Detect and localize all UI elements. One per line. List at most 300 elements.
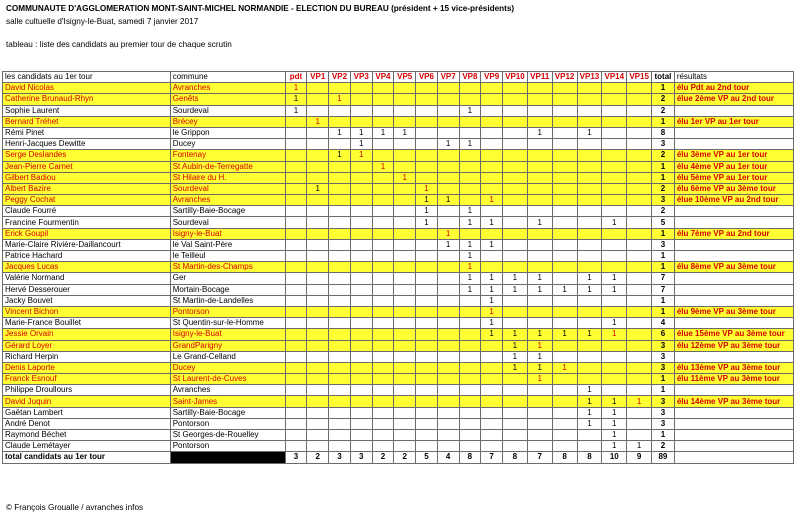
round-mark (394, 306, 416, 317)
candidate-result: élu 6ème VP au 3ème tour (674, 183, 793, 194)
round-mark (416, 351, 438, 362)
round-mark (372, 396, 394, 407)
round-mark (527, 139, 552, 150)
round-mark (552, 418, 577, 429)
candidate-commune: Ducey (170, 139, 285, 150)
round-mark (372, 262, 394, 273)
header-round: VP4 (372, 72, 394, 83)
round-mark (329, 295, 351, 306)
round-mark (307, 251, 329, 262)
candidate-commune: Pontorson (170, 306, 285, 317)
candidate-name: Jessie Orvain (3, 329, 171, 340)
round-mark: 1 (527, 362, 552, 373)
round-mark (627, 418, 652, 429)
candidate-total: 3 (652, 340, 675, 351)
round-mark (552, 172, 577, 183)
round-mark: 1 (602, 273, 627, 284)
round-mark (372, 273, 394, 284)
candidate-name: Sophie Laurent (3, 105, 171, 116)
candidate-result (674, 295, 793, 306)
footer-count: 3 (350, 452, 372, 463)
round-mark (350, 407, 372, 418)
round-mark (481, 396, 503, 407)
round-mark (437, 351, 459, 362)
round-mark (416, 83, 438, 94)
round-mark (552, 396, 577, 407)
candidate-result: élu 12ème VP au 3ème tour (674, 340, 793, 351)
candidate-commune: Ger (170, 273, 285, 284)
round-mark (416, 362, 438, 373)
round-mark (307, 195, 329, 206)
round-mark (394, 228, 416, 239)
round-mark: 1 (481, 273, 503, 284)
round-mark (394, 105, 416, 116)
round-mark (602, 362, 627, 373)
round-mark (481, 441, 503, 452)
round-mark: 1 (307, 116, 329, 127)
candidate-total: 1 (652, 295, 675, 306)
candidate-name: Francine Fourmentin (3, 217, 171, 228)
round-mark (527, 385, 552, 396)
candidate-commune: Isigny-le-Buat (170, 329, 285, 340)
round-mark (285, 284, 307, 295)
round-mark (552, 273, 577, 284)
round-mark: 1 (437, 195, 459, 206)
round-mark (372, 362, 394, 373)
round-mark: 1 (350, 150, 372, 161)
round-mark (372, 228, 394, 239)
round-mark (502, 172, 527, 183)
candidate-total: 2 (652, 94, 675, 105)
candidate-result (674, 251, 793, 262)
round-mark (394, 262, 416, 273)
round-mark (307, 284, 329, 295)
round-mark (459, 172, 481, 183)
round-mark (602, 239, 627, 250)
round-mark (329, 206, 351, 217)
round-mark (627, 374, 652, 385)
round-mark (329, 195, 351, 206)
round-mark (459, 374, 481, 385)
round-mark (627, 105, 652, 116)
round-mark: 1 (481, 195, 503, 206)
round-mark (285, 161, 307, 172)
candidate-total: 2 (652, 150, 675, 161)
round-mark (372, 195, 394, 206)
round-mark (285, 273, 307, 284)
round-mark (307, 407, 329, 418)
round-mark (350, 94, 372, 105)
round-mark (437, 340, 459, 351)
round-mark (307, 206, 329, 217)
round-mark: 1 (350, 127, 372, 138)
round-mark (481, 83, 503, 94)
round-mark (437, 306, 459, 317)
candidate-total: 3 (652, 351, 675, 362)
round-mark (329, 396, 351, 407)
round-mark (329, 385, 351, 396)
header-commune: commune (170, 72, 285, 83)
round-mark: 1 (350, 139, 372, 150)
round-mark (481, 161, 503, 172)
round-mark: 1 (602, 441, 627, 452)
round-mark: 1 (577, 329, 602, 340)
round-mark (416, 329, 438, 340)
round-mark (577, 116, 602, 127)
round-mark (394, 284, 416, 295)
round-mark (627, 385, 652, 396)
round-mark (285, 139, 307, 150)
round-mark (285, 217, 307, 228)
round-mark (350, 385, 372, 396)
round-mark: 1 (502, 273, 527, 284)
round-mark (350, 239, 372, 250)
round-mark (416, 239, 438, 250)
table-row (3, 83, 794, 94)
round-mark (285, 295, 307, 306)
candidate-result: élu Pdt au 2nd tour (674, 83, 793, 94)
round-mark (602, 161, 627, 172)
candidate-commune: le Val Saint-Père (170, 239, 285, 250)
round-mark: 1 (459, 273, 481, 284)
round-mark (527, 183, 552, 194)
round-mark (307, 228, 329, 239)
round-mark (481, 430, 503, 441)
round-mark (372, 430, 394, 441)
round-mark (416, 273, 438, 284)
round-mark (552, 183, 577, 194)
candidate-name: Serge Deslandes (3, 150, 171, 161)
round-mark: 1 (577, 407, 602, 418)
round-mark (602, 183, 627, 194)
round-mark: 1 (577, 127, 602, 138)
round-mark (577, 306, 602, 317)
round-mark (527, 407, 552, 418)
candidate-name: Raymond Béchet (3, 430, 171, 441)
round-mark (552, 217, 577, 228)
round-mark (577, 172, 602, 183)
candidate-total: 3 (652, 362, 675, 373)
round-mark (394, 195, 416, 206)
round-mark (552, 116, 577, 127)
round-mark (350, 441, 372, 452)
round-mark (577, 217, 602, 228)
round-mark (285, 306, 307, 317)
candidate-total: 1 (652, 172, 675, 183)
candidate-result (674, 105, 793, 116)
round-mark (372, 295, 394, 306)
candidate-commune: St Laurent-de-Cuves (170, 374, 285, 385)
candidate-result (674, 284, 793, 295)
candidate-result (674, 318, 793, 329)
candidate-commune: Sourdeval (170, 105, 285, 116)
round-mark (394, 329, 416, 340)
round-mark (437, 172, 459, 183)
candidate-commune: St Georges-de-Rouelley (170, 430, 285, 441)
candidate-name: Patrice Hachard (3, 251, 171, 262)
footer-count: 2 (394, 452, 416, 463)
round-mark (627, 318, 652, 329)
candidate-result (674, 385, 793, 396)
round-mark (394, 418, 416, 429)
round-mark (552, 206, 577, 217)
footer-total: 89 (652, 452, 675, 463)
round-mark (437, 217, 459, 228)
round-mark (285, 441, 307, 452)
round-mark (350, 206, 372, 217)
round-mark: 1 (577, 273, 602, 284)
candidate-total: 5 (652, 217, 675, 228)
round-mark (602, 195, 627, 206)
round-mark (502, 295, 527, 306)
round-mark: 1 (459, 217, 481, 228)
round-mark (416, 418, 438, 429)
round-mark (481, 116, 503, 127)
round-mark (329, 139, 351, 150)
round-mark: 1 (577, 418, 602, 429)
round-mark: 1 (437, 228, 459, 239)
candidate-result (674, 206, 793, 217)
round-mark (527, 396, 552, 407)
round-mark (552, 105, 577, 116)
round-mark (307, 329, 329, 340)
round-mark (602, 306, 627, 317)
header-round: VP12 (552, 72, 577, 83)
round-mark (481, 172, 503, 183)
round-mark (350, 396, 372, 407)
header-round: VP14 (602, 72, 627, 83)
round-mark: 1 (552, 284, 577, 295)
round-mark (372, 150, 394, 161)
round-mark: 1 (285, 105, 307, 116)
round-mark: 1 (459, 251, 481, 262)
round-mark (459, 150, 481, 161)
candidate-total: 7 (652, 273, 675, 284)
round-mark (350, 306, 372, 317)
candidate-total: 3 (652, 407, 675, 418)
round-mark (502, 217, 527, 228)
candidate-commune: Genêts (170, 94, 285, 105)
candidate-name: Philippe Droullours (3, 385, 171, 396)
footer-result-empty (674, 452, 793, 463)
round-mark (394, 206, 416, 217)
round-mark (285, 385, 307, 396)
round-mark (350, 172, 372, 183)
candidate-result (674, 418, 793, 429)
round-mark (502, 94, 527, 105)
round-mark (627, 161, 652, 172)
candidate-name: Claude Lemétayer (3, 441, 171, 452)
round-mark (394, 273, 416, 284)
round-mark: 1 (602, 418, 627, 429)
round-mark (307, 306, 329, 317)
round-mark: 1 (372, 161, 394, 172)
candidate-result: élu 7ème VP au 2nd tour (674, 228, 793, 239)
table-row (3, 340, 794, 351)
round-mark (394, 150, 416, 161)
table-row (3, 284, 794, 295)
round-mark (372, 206, 394, 217)
round-mark (329, 228, 351, 239)
round-mark: 1 (602, 284, 627, 295)
round-mark (285, 374, 307, 385)
round-mark (416, 127, 438, 138)
header-round: VP6 (416, 72, 438, 83)
candidate-name: Vincent Bichon (3, 306, 171, 317)
round-mark: 1 (481, 318, 503, 329)
round-mark (307, 217, 329, 228)
round-mark (285, 127, 307, 138)
table-row (3, 217, 794, 228)
round-mark (394, 407, 416, 418)
round-mark (307, 172, 329, 183)
header-total: total (652, 72, 675, 83)
round-mark (437, 441, 459, 452)
footer-spacer (170, 452, 285, 463)
candidate-result: élu 13ème VP au 3ème tour (674, 362, 793, 373)
round-mark (394, 441, 416, 452)
round-mark (285, 172, 307, 183)
candidate-result (674, 217, 793, 228)
candidate-total: 8 (652, 127, 675, 138)
round-mark (527, 83, 552, 94)
round-mark (527, 251, 552, 262)
round-mark (577, 228, 602, 239)
round-mark (329, 172, 351, 183)
round-mark (372, 139, 394, 150)
round-mark (307, 385, 329, 396)
round-mark (527, 94, 552, 105)
round-mark: 1 (602, 329, 627, 340)
round-mark (307, 273, 329, 284)
header-round: VP1 (307, 72, 329, 83)
candidate-commune: Le Grand-Celland (170, 351, 285, 362)
candidate-total: 2 (652, 441, 675, 452)
round-mark: 1 (459, 284, 481, 295)
round-mark (437, 329, 459, 340)
round-mark (285, 206, 307, 217)
round-mark (602, 116, 627, 127)
round-mark (627, 116, 652, 127)
candidate-result: élu 5ème VP au 1er tour (674, 172, 793, 183)
candidate-name: Denis Laporte (3, 362, 171, 373)
round-mark (481, 385, 503, 396)
candidate-commune: le Grippon (170, 127, 285, 138)
round-mark (577, 362, 602, 373)
round-mark (552, 340, 577, 351)
table-footer-row (3, 452, 794, 463)
round-mark (627, 94, 652, 105)
round-mark: 1 (502, 329, 527, 340)
candidate-result: élu 8ème VP au 3ème tour (674, 262, 793, 273)
table-row (3, 172, 794, 183)
round-mark: 1 (527, 329, 552, 340)
candidate-commune: Saint-James (170, 396, 285, 407)
table-row (3, 206, 794, 217)
round-mark (350, 318, 372, 329)
footer-count: 8 (459, 452, 481, 463)
round-mark (459, 295, 481, 306)
round-mark (329, 340, 351, 351)
round-mark: 1 (459, 139, 481, 150)
round-mark (372, 183, 394, 194)
round-mark (372, 418, 394, 429)
round-mark (307, 374, 329, 385)
candidate-result (674, 127, 793, 138)
candidate-name: Peggy Cochat (3, 195, 171, 206)
candidate-name: Hervé Desserouer (3, 284, 171, 295)
round-mark (459, 83, 481, 94)
round-mark (502, 441, 527, 452)
round-mark (372, 172, 394, 183)
candidate-total: 2 (652, 183, 675, 194)
candidate-name: David Nicolas (3, 83, 171, 94)
round-mark (552, 318, 577, 329)
round-mark (527, 172, 552, 183)
candidate-result: élu 9ème VP au 3ème tour (674, 306, 793, 317)
candidate-result (674, 139, 793, 150)
round-mark (350, 329, 372, 340)
round-mark (577, 251, 602, 262)
table-row (3, 407, 794, 418)
round-mark (481, 139, 503, 150)
round-mark (527, 161, 552, 172)
candidate-total: 2 (652, 206, 675, 217)
round-mark (394, 139, 416, 150)
round-mark (602, 127, 627, 138)
round-mark (552, 139, 577, 150)
round-mark (627, 407, 652, 418)
round-mark (437, 183, 459, 194)
round-mark (502, 195, 527, 206)
candidate-result (674, 441, 793, 452)
candidate-commune: Sourdeval (170, 217, 285, 228)
round-mark (437, 295, 459, 306)
table-caption: tableau : liste des candidats au premier tour de chaque scrutin (6, 40, 232, 49)
round-mark (394, 116, 416, 127)
round-mark (527, 441, 552, 452)
round-mark (285, 251, 307, 262)
round-mark (527, 306, 552, 317)
table-row (3, 239, 794, 250)
round-mark (481, 407, 503, 418)
round-mark (372, 306, 394, 317)
round-mark (577, 195, 602, 206)
round-mark (577, 183, 602, 194)
round-mark: 1 (307, 183, 329, 194)
round-mark: 1 (394, 127, 416, 138)
round-mark (329, 284, 351, 295)
round-mark (372, 351, 394, 362)
round-mark (329, 374, 351, 385)
round-mark: 1 (502, 340, 527, 351)
round-mark (350, 273, 372, 284)
round-mark (329, 329, 351, 340)
round-mark (307, 94, 329, 105)
table-row (3, 116, 794, 127)
round-mark (627, 284, 652, 295)
candidate-commune: Avranches (170, 83, 285, 94)
round-mark: 1 (416, 195, 438, 206)
round-mark (502, 407, 527, 418)
round-mark: 1 (502, 362, 527, 373)
round-mark (552, 251, 577, 262)
round-mark (285, 262, 307, 273)
round-mark (307, 150, 329, 161)
round-mark: 1 (481, 329, 503, 340)
round-mark (416, 284, 438, 295)
round-mark: 1 (527, 217, 552, 228)
